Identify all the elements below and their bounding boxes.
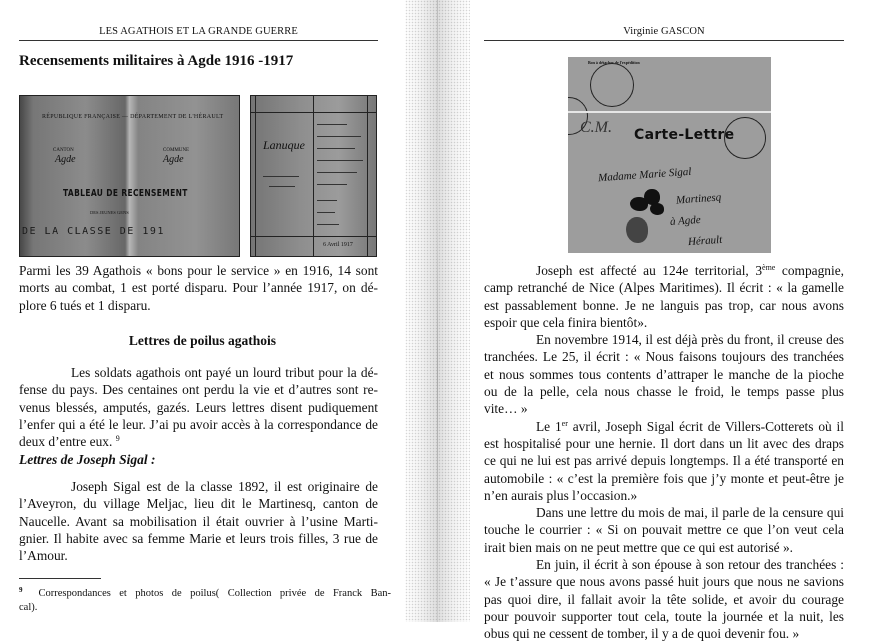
- census-commune-value: Agde: [163, 154, 184, 165]
- handwriting-stroke: [269, 186, 295, 187]
- text-line: Parmi les 39 Agathois « bons pour le service » en 1916, 14 sont: [19, 263, 378, 278]
- census-canton-label: CANTON: [53, 148, 74, 153]
- violet-flower-icon: [650, 203, 664, 215]
- text-line: [484, 348, 844, 365]
- text-line: [484, 556, 844, 573]
- text-line: [484, 418, 844, 435]
- intro-paragraph: [19, 262, 378, 314]
- text-segment: est hospitalisé pour une hernie. Il dort dans un lit avec des draps: [484, 435, 844, 451]
- text-line: [484, 573, 844, 590]
- text-line: [484, 625, 844, 642]
- subsection-title: Lettres de poilus agathois: [128, 333, 277, 348]
- header-rule-right: [484, 40, 844, 41]
- register-name: Lanuque: [263, 138, 305, 152]
- text-segment: En novembre 1914, il est déjà près du front, il creuse des: [536, 332, 844, 348]
- text-segment: ou de la pelle, cela nous chasse le froid, le temps passe plus: [484, 384, 844, 400]
- census-header-text: RÉPUBLIQUE FRANÇAISE — DÉPARTEMENT DE L'HÉRAULT: [42, 114, 224, 120]
- text-line: [484, 262, 844, 279]
- text-line: [484, 470, 844, 487]
- poilus-paragraph: [19, 364, 378, 450]
- text-segment: tranchées. Le 25, il écrit : « Nous faisons toujours des tranchées: [484, 349, 844, 365]
- text-line: [484, 435, 844, 452]
- register-column-line: [367, 96, 368, 256]
- text-line: Naucelle. Avant sa mobilisation il était ouvrier à l’usine Marti-: [19, 513, 378, 529]
- text-segment: Le 1: [536, 418, 562, 434]
- handwriting-stroke: [317, 136, 361, 137]
- text-line: morts au combat, 1 est porté disparu. Pour l’année 1917, on dé-: [19, 280, 378, 296]
- text-segment: ce qui ne lui est pas arrivé depuis longtemps. Il a été transporté en: [484, 453, 844, 469]
- text-line: [484, 314, 844, 331]
- text-segment: automobile : « c’est la première fois que j’y monte et peut-être je: [484, 470, 844, 486]
- card-title: Carte-Lettre: [634, 127, 735, 143]
- text-line: [484, 400, 844, 417]
- text-line: Joseph Sigal est de la classe 1892, il est originaire de: [71, 479, 378, 494]
- census-canton-value: Agde: [55, 154, 76, 165]
- section-title: Recensements militaires à Agde 1916 -1917: [19, 53, 294, 69]
- register-row-line: [251, 236, 376, 237]
- text-line-content: deux d’entre eux.: [19, 434, 113, 450]
- text-segment: irait bien mais on ne peut mettre que ce qui est autorisé ».: [484, 539, 794, 555]
- text-line: gnier. Il habite avec sa femme Marie et leurs trois filles, 3 rue de: [19, 530, 378, 546]
- text-line: l’Aveyron, du village Meljac, lieu dit le Martinesq, canton de: [19, 496, 378, 512]
- footnote-text: Correspondances et photos de poilus( Collection privée de Franck Ban-: [38, 588, 391, 599]
- superscript: er: [561, 418, 568, 428]
- text-line: l’enfer qui a été le leur. J’ai pu avoir accès à la correspondance de: [19, 416, 378, 432]
- footnote-number: 9: [19, 586, 23, 594]
- handwriting-stroke: [317, 148, 355, 149]
- text-segment: est passablement bonne. Je ne languis pas trop, car nous avons: [484, 297, 844, 313]
- running-head-left: LES AGATHOIS ET LA GRANDE GUERRE: [99, 26, 298, 37]
- text-line: venus blessés, amputés, gazés. Leurs lettres disent pudiquement: [19, 399, 378, 415]
- text-line: [484, 539, 844, 556]
- text-segment: obus qui ne cessent de tomber, il y a de quoi devenir fou. »: [484, 626, 800, 642]
- text-segment: En juin, il écrit à son épouse à son retour des tranchées :: [536, 557, 844, 573]
- register-row-line: [251, 112, 376, 113]
- superscript: ème: [762, 263, 776, 272]
- handwriting-stroke: [317, 224, 339, 225]
- footnote-text-continued: cal).: [19, 601, 38, 613]
- card-header-text: Bon à détacher de l'expédition: [588, 60, 640, 65]
- card-address-line: Martinesq: [675, 191, 722, 207]
- text-line: [484, 521, 844, 538]
- postmark-stamp: [590, 63, 634, 107]
- violet-leaf-icon: [626, 217, 648, 243]
- text-line: [484, 487, 844, 504]
- register-column-line: [313, 96, 314, 256]
- card-address-line: Madame Marie Sigal: [597, 165, 692, 185]
- text-line: [484, 279, 844, 296]
- text-line: [484, 591, 844, 608]
- sigal-intro-paragraph: [19, 478, 378, 564]
- card-monogram: C.M.: [580, 119, 612, 136]
- left-page: [0, 0, 405, 622]
- handwriting-stroke: [317, 212, 335, 213]
- right-page-text: [484, 262, 844, 643]
- text-segment: vite… »: [484, 401, 528, 417]
- census-title: TABLEAU DE RECENSEMENT: [63, 188, 188, 199]
- text-line: [484, 452, 844, 469]
- text-segment: espoir que cela finira bientôt».: [484, 314, 648, 330]
- text-line: [484, 297, 844, 314]
- header-rule-left: [19, 40, 378, 41]
- text-line: [19, 433, 378, 450]
- handwriting-stroke: [263, 176, 299, 177]
- text-segment: n’en aurais plus l’occasion.»: [484, 487, 638, 503]
- footnote: [19, 584, 391, 614]
- footnote-rule: [19, 578, 101, 579]
- book-spine-line: [437, 0, 438, 622]
- italic-heading: Lettres de Joseph Sigal :: [19, 452, 156, 467]
- register-date: 6 Avril 1917: [323, 242, 353, 248]
- census-classe: DE LA CLASSE DE 191: [22, 226, 165, 237]
- census-document-photo: [19, 95, 240, 257]
- register-column-line: [255, 96, 256, 256]
- card-address-line: Hérault: [687, 233, 723, 249]
- handwriting-stroke: [317, 200, 337, 201]
- text-segment: et nous sommes tous contents d’attraper le manche de la pioche: [484, 366, 844, 382]
- text-line: [484, 504, 844, 521]
- census-subtitle: DES JEUNES GENS: [90, 210, 129, 215]
- text-segment: pas quoi dire, il fallait avoir la tête solide, et avoir du courage: [484, 591, 844, 607]
- text-line: l’Amour.: [19, 548, 68, 564]
- text-segment: touche le courrier : « Si on pouvait mettre ce que l’on veut cela: [484, 522, 844, 538]
- text-segment: « Je t’assure que nous avons passé huit jours que nous ne savions: [484, 574, 844, 590]
- register-photo: [250, 95, 377, 257]
- carte-lettre-photo: [568, 57, 771, 253]
- census-commune-label: COMMUNE: [163, 148, 190, 153]
- text-line: [484, 608, 844, 625]
- handwriting-stroke: [317, 184, 347, 185]
- text-line: [484, 383, 844, 400]
- text-segment: compagnie,: [775, 263, 844, 278]
- handwriting-stroke: [317, 160, 363, 161]
- text-line: plore 6 tués et 1 disparu.: [19, 297, 151, 313]
- running-head-right: Virginie GASCON: [623, 26, 705, 37]
- text-line: [484, 366, 844, 383]
- text-line: fense du pays. Des centaines ont perdu la vie et d’autres sont re-: [19, 382, 378, 398]
- card-address-line: à Agde: [669, 213, 702, 229]
- text-segment: Joseph est affecté au 124e territorial, 3: [536, 263, 763, 278]
- handwriting-stroke: [317, 124, 347, 125]
- handwriting-stroke: [317, 172, 357, 173]
- text-segment: Dans une lettre du mois de mai, il parle de la censure qui: [536, 505, 844, 521]
- text-segment: camp retranché de Nice (Alpes Maritimes). Il écrit : « la gamelle: [484, 280, 844, 296]
- text-segment: pour pouvoir supporter tout cela, toute la journée et la nuit, les: [484, 608, 844, 624]
- card-fold-line: [568, 111, 771, 113]
- footnote-reference[interactable]: 9: [115, 434, 120, 444]
- text-segment: avril, Joseph Sigal écrit de Villers-Cotterets où il: [567, 418, 844, 434]
- text-line: Les soldats agathois ont payé un lourd tribut pour la dé-: [71, 365, 378, 380]
- text-line: [484, 331, 844, 348]
